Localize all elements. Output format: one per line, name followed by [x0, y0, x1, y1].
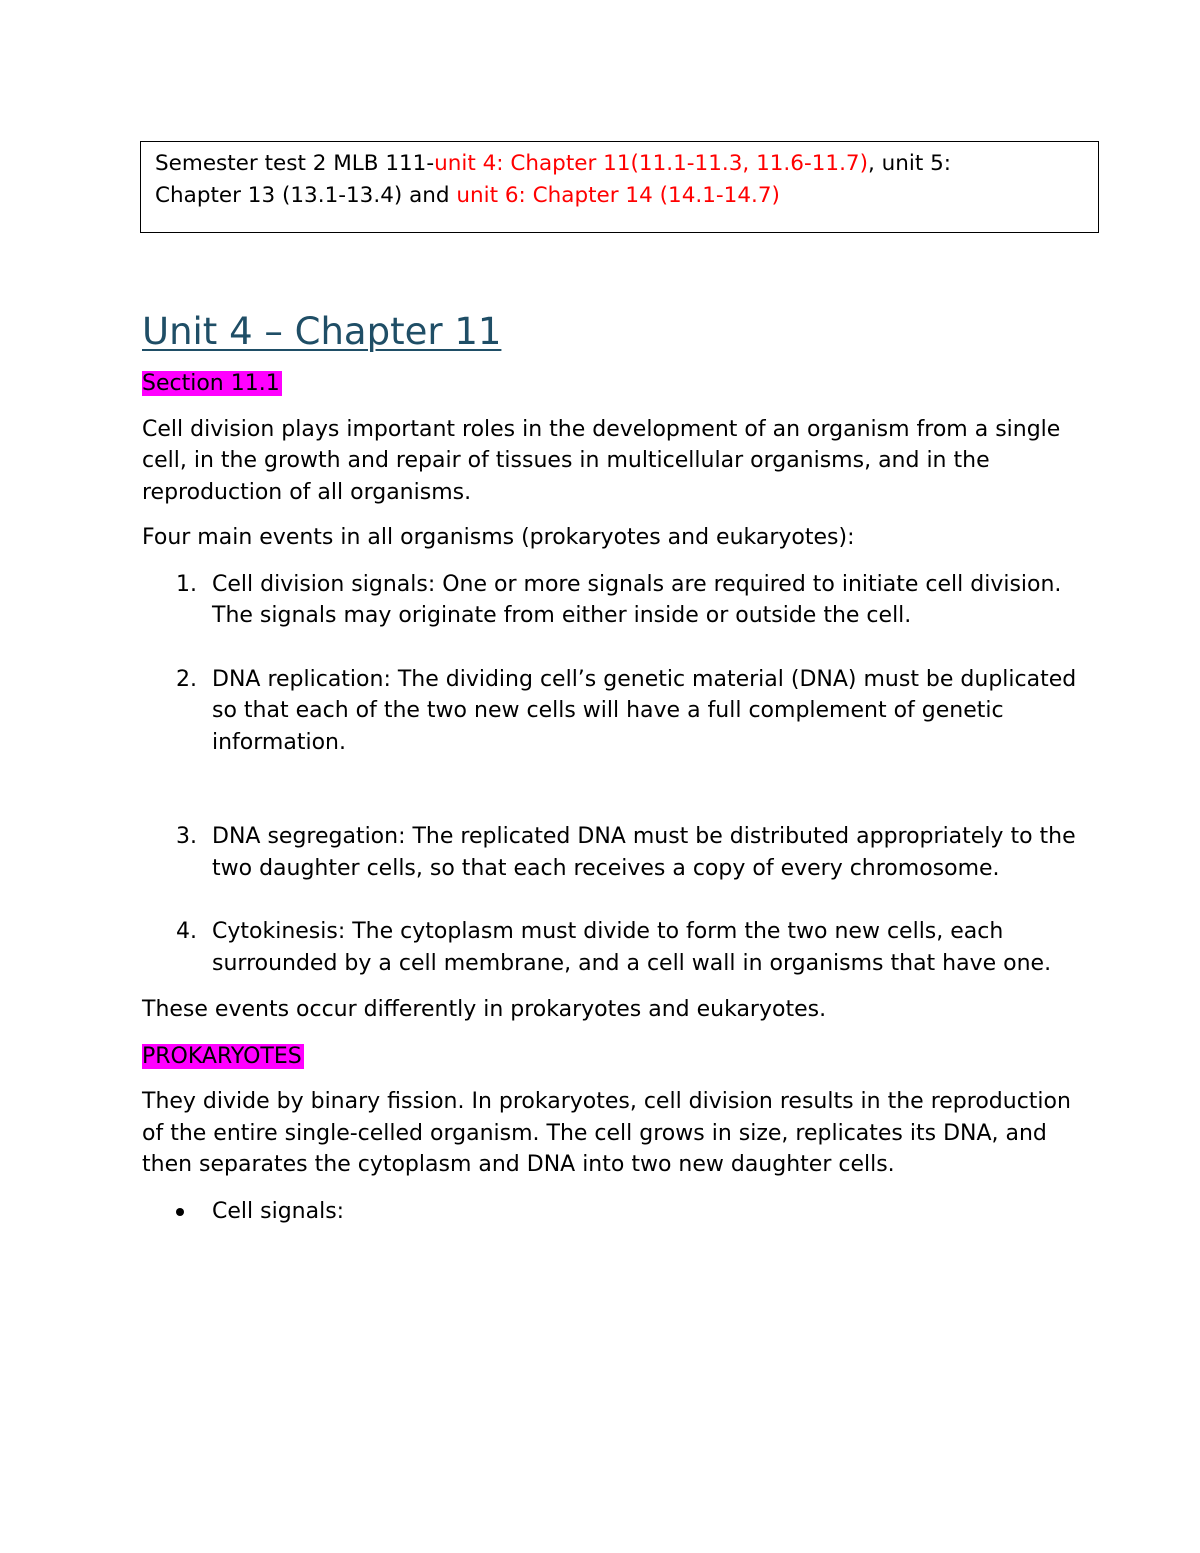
unit-title: Unit 4 – Chapter 11 — [142, 310, 502, 353]
header-text: Semester test 2 MLB 111- — [155, 151, 435, 176]
prokaryotes-label: PROKARYOTES — [142, 1043, 302, 1069]
intro-paragraph: Cell division plays important roles in the development of an organism from a single cell, in the growth and repair of tissues in multicellular organisms, and in the reproduction of all organisms. — [142, 416, 1061, 505]
header-text: , unit 5: — [867, 151, 952, 176]
events-intro: Four main events in all organisms (prokaryotes and eukaryotes): — [142, 525, 855, 550]
events-list — [142, 569, 1082, 980]
list-item — [142, 664, 1082, 759]
list-item-text: DNA replication: The dividing cell’s genetic material (DNA) must be duplicated so that each of the two new cells will have a full complement of genetic information. — [212, 666, 1077, 755]
header-red-text: unit 6: Chapter 14 (14.1-14.7) — [456, 183, 780, 208]
list-number: 2. — [176, 666, 197, 692]
document-body — [142, 306, 1082, 1227]
header-line-2 — [155, 180, 1084, 212]
bullet-list — [142, 1196, 1082, 1228]
bullet-icon — [176, 1208, 184, 1216]
section-label: Section 11.1 — [142, 371, 280, 396]
prokaryotes-label-paragraph — [142, 1041, 1082, 1073]
list-item — [142, 916, 1082, 979]
list-item-text: Cell signals: — [212, 1198, 345, 1224]
header-text: Chapter 13 (13.1-13.4) and — [155, 183, 457, 208]
header-line-1 — [155, 148, 1084, 180]
list-item-text: Cytokinesis: The cytoplasm must divide to form the two new cells, each surrounded by a cell membrane, and a cell wall in organisms that have one. — [212, 919, 1052, 976]
prokaryotes-paragraph: They divide by binary fission. In prokaryotes, cell division results in the reproduction of the entire single-celled organism. The cell grows in size, replicates its DNA, and then separates the cytoplasm and DNA into two new daughter cells. — [142, 1089, 1071, 1177]
header-box — [140, 141, 1099, 233]
list-item — [142, 1196, 1082, 1228]
list-item-text: DNA segregation: The replicated DNA must be distributed appropriately to the two daughter cells, so that each receives a copy of every chromosome. — [212, 824, 1076, 881]
list-item — [142, 821, 1082, 884]
list-item-text: Cell division signals: One or more signals are required to initiate cell division. The signals may originate from either inside or outside the cell. — [212, 571, 1062, 628]
list-number: 1. — [176, 571, 197, 597]
list-number: 3. — [176, 824, 197, 849]
events-outro: These events occur differently in prokaryotes and eukaryotes. — [142, 997, 827, 1022]
list-item — [142, 569, 1082, 632]
header-red-text: unit 4: Chapter 11(11.1-11.3, 11.6-11.7) — [434, 151, 868, 176]
list-number: 4. — [176, 919, 197, 944]
section-label-paragraph — [142, 368, 1082, 400]
